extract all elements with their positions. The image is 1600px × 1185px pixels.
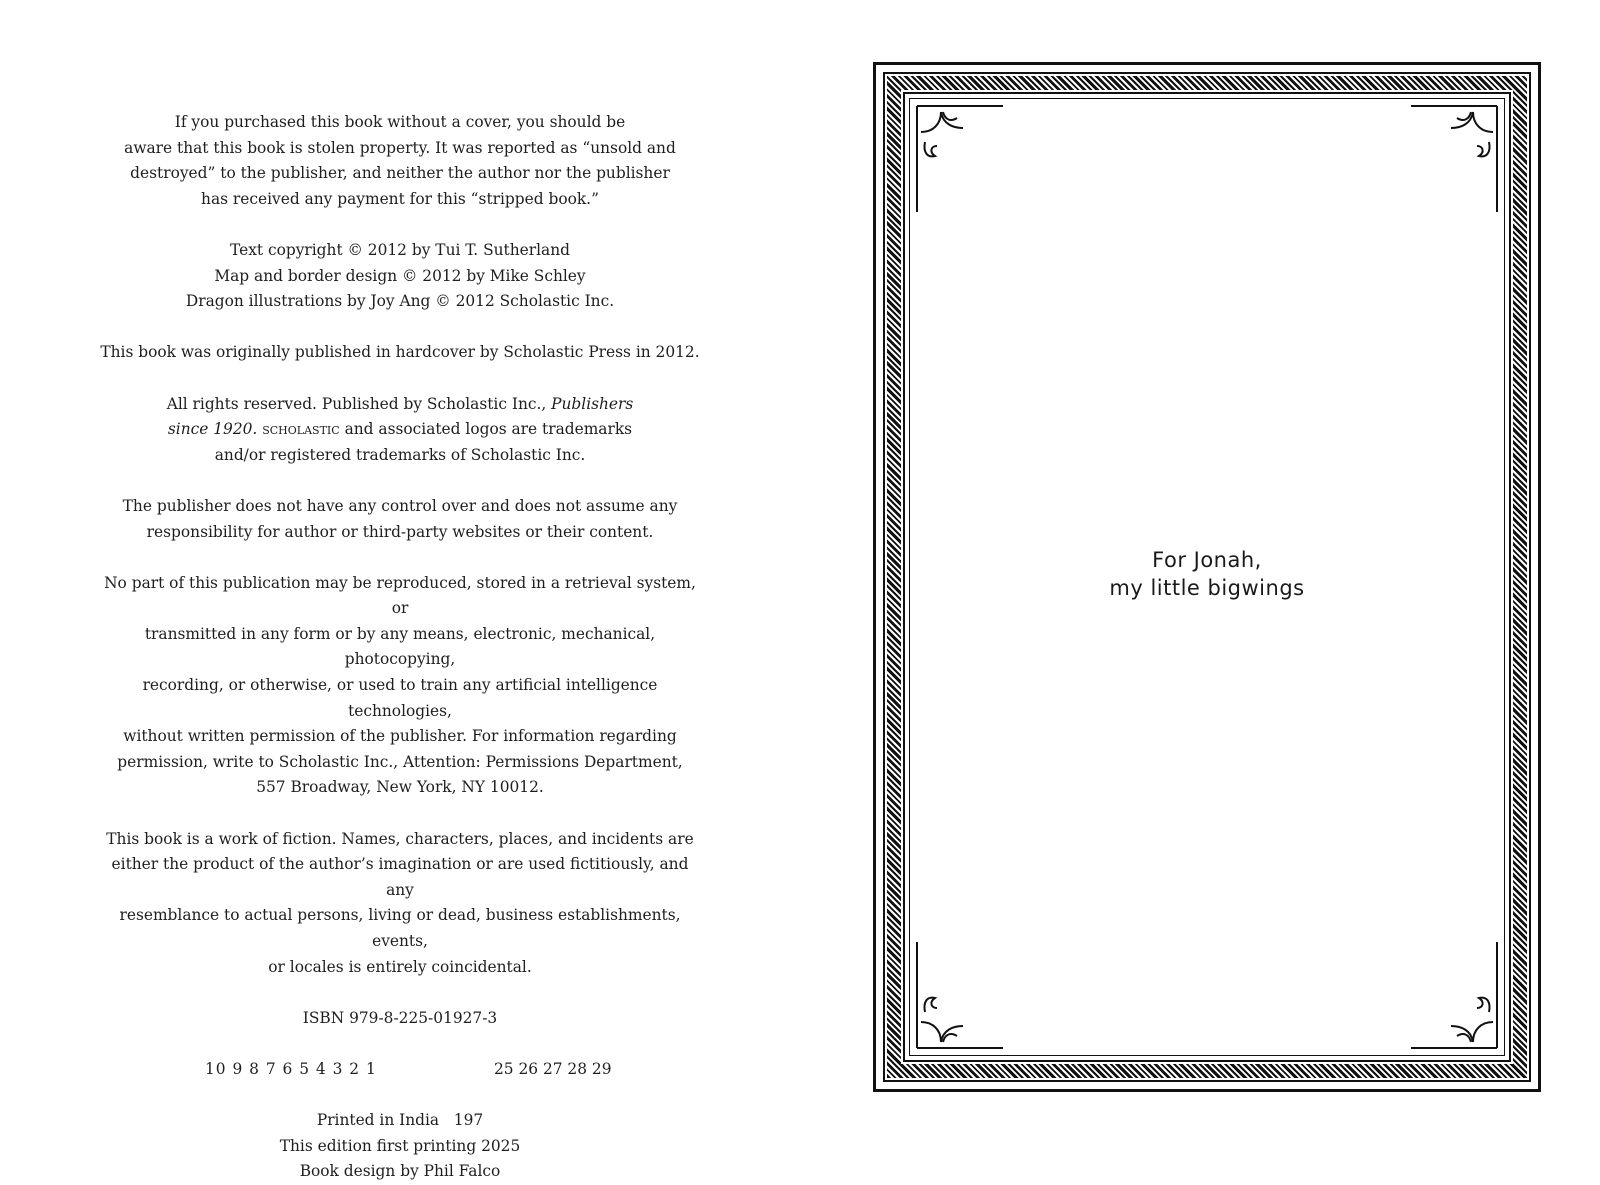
isbn: ISBN 979-8-225-01927-3 (302, 1008, 498, 1027)
corner-flourish-icon (913, 932, 1013, 1052)
printing-info: Printed in India 197 This edition first printing 2025 Book design by Phil Falco (279, 1111, 521, 1181)
printing-numbers (100, 1057, 700, 1083)
impression-line: 10 9 8 7 6 5 4 3 2 1 (205, 1059, 377, 1078)
corner-flourish-icon (1401, 932, 1501, 1052)
corner-flourish-icon (913, 102, 1013, 222)
copyright-page (100, 110, 700, 1185)
websites-disclaimer: The publisher does not have any control over and does not assume any responsibility for author or third-party websites or their content. (122, 496, 678, 541)
stolen-book-notice: If you purchased this book without a cover, you should be aware that this book is stolen property. It was reported as “unsold and destroyed” to the publisher, and neither the author nor the publisher has received any payment for this “stripped book.” (124, 113, 676, 208)
rights-notice: All rights reserved. Published by Scholastic Inc., Publishers since 1920. scholastic and associated logos are trademarks and/or registered trademarks of Scholastic Inc. (166, 394, 634, 464)
scholastic-trademark: scholastic (262, 420, 340, 439)
dedication-page (873, 62, 1541, 1092)
years-line: 25 26 27 28 29 (494, 1059, 612, 1078)
dedication-text: For Jonah, my little bigwings (1109, 548, 1305, 600)
reproduction-notice: No part of this publication may be reproduced, stored in a retrieval system, or transmitted in any form or by any means, electronic, mechanical, photocopying, recording, or otherwise, or used to train any artificial intelligence technologies, without written permission of the publisher. For information regarding permission, write to Scholastic Inc., Attention: Permissions Department, 557 Broadway, New York, NY 10012. (104, 573, 696, 797)
fiction-disclaimer: This book is a work of fiction. Names, characters, places, and incidents are either the product of the author’s imagination or are used fictitiously, and any resemblance to actual persons, living or dead, business establishments, events, or locales is entirely coincidental. (106, 829, 694, 976)
original-publication-note: This book was originally published in hardcover by Scholastic Press in 2012. (100, 343, 700, 362)
copyright-credits: Text copyright © 2012 by Tui T. Sutherland Map and border design © 2012 by Mike Schley Dragon illustrations by Joy Ang © 2012 Scholastic Inc. (185, 240, 615, 311)
corner-flourish-icon (1401, 102, 1501, 222)
